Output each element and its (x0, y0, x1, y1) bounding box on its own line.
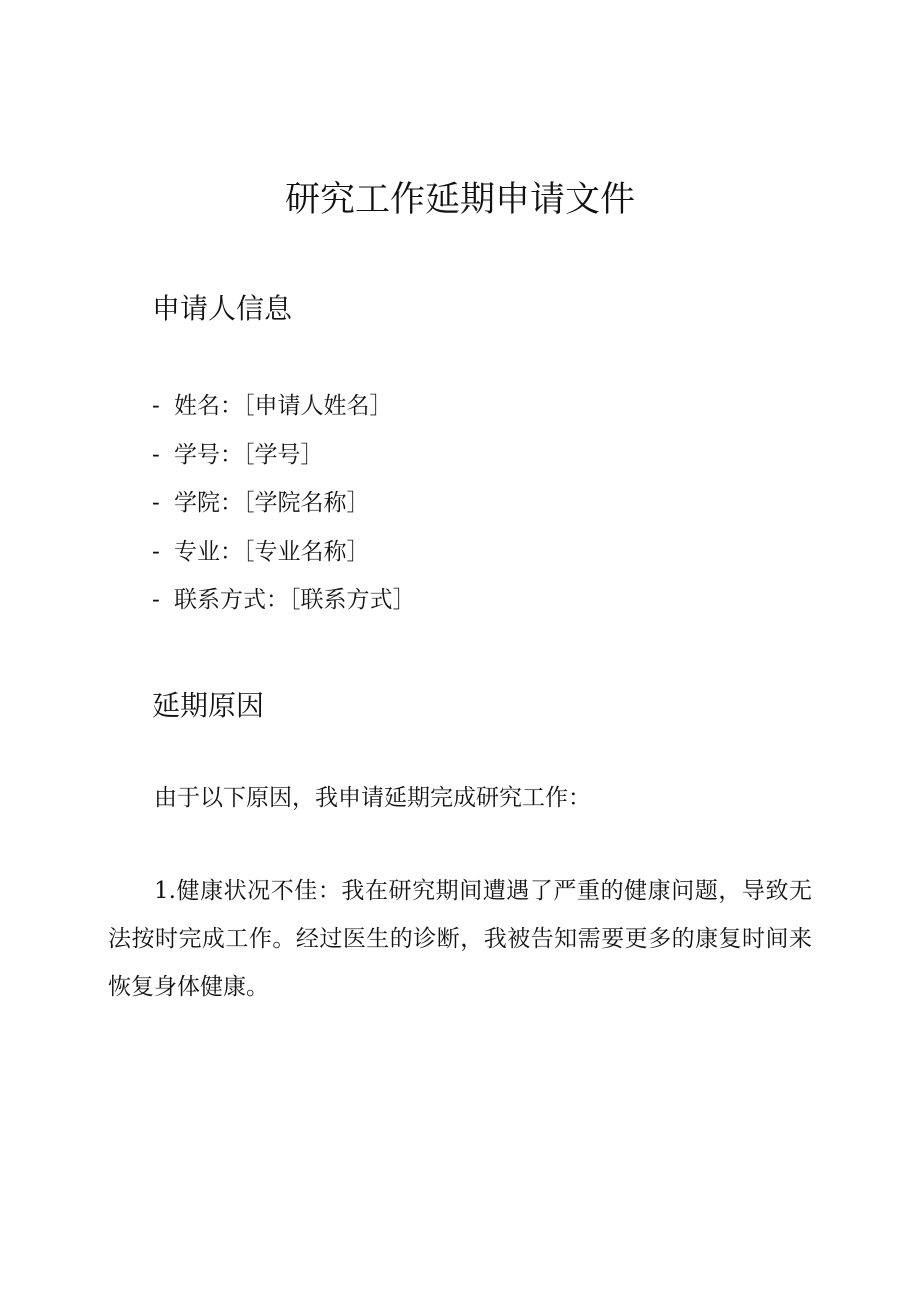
field-value: ［专业名称］ (243, 538, 370, 565)
reason-intro-paragraph: 由于以下原因，我申请延期完成研究工作： (154, 785, 591, 811)
reason-item-text: 健康状况不佳：我在研究期间遭遇了严重的健康问题，导致无法按时完成工作。经过医生的诊断，我被告知需要更多的康复时间来恢复身体健康。 (108, 878, 812, 1000)
field-value: ［学院名称］ (243, 490, 370, 516)
info-item-college (152, 479, 416, 528)
reason-item (108, 867, 812, 1011)
field-value: ［联系方式］ (289, 587, 416, 613)
delay-reason-heading: 延期原因 (152, 689, 265, 722)
info-item-name (152, 382, 416, 431)
field-label: 学号： (174, 441, 243, 468)
list-bullet: - (152, 490, 160, 516)
list-bullet: - (152, 587, 160, 613)
reason-item-number: 1. (154, 878, 176, 904)
list-bullet: - (152, 393, 160, 419)
document-title: 研究工作延期申请文件 (284, 180, 635, 220)
applicant-info-heading: 申请人信息 (152, 292, 293, 325)
list-bullet: - (152, 441, 160, 468)
field-label: 专业： (174, 538, 243, 565)
field-value: ［申请人姓名］ (243, 393, 393, 419)
list-bullet: - (152, 538, 160, 565)
applicant-info-list (152, 382, 416, 625)
field-label: 姓名： (174, 393, 243, 419)
info-item-contact (152, 576, 416, 625)
field-label: 联系方式： (174, 587, 289, 613)
field-label: 学院： (174, 490, 243, 516)
info-item-major (152, 528, 416, 577)
info-item-student-id (152, 431, 416, 480)
field-value: ［学号］ (243, 441, 324, 468)
